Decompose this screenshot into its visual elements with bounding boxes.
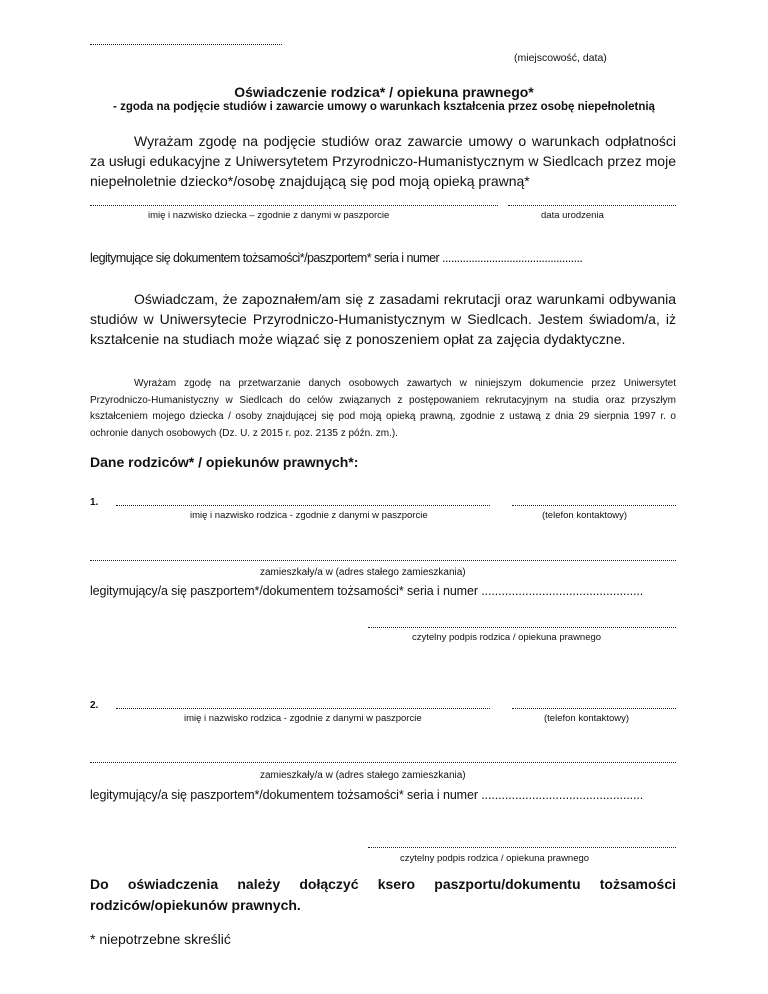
parent-name-caption: imię i nazwisko rodzica - zgodnie z danymi w paszporcie — [184, 713, 422, 724]
parent-name-caption: imię i nazwisko rodzica - zgodnie z danymi w paszporcie — [190, 510, 428, 521]
parent-phone-caption: (telefon kontaktowy) — [544, 713, 630, 724]
parent-document-line[interactable]: legitymujący/a się paszportem*/dokumentem tożsamości* seria i numer ................................................ — [90, 584, 644, 598]
parent-number: 2. — [90, 700, 99, 711]
parent-signature-caption: czytelny podpis rodzica / opiekuna prawnego — [400, 853, 590, 864]
parent-name-line[interactable] — [116, 505, 490, 506]
parent-phone-caption: (telefon kontaktowy) — [542, 510, 628, 521]
place-date-caption: (miejscowość, data) — [514, 52, 607, 64]
parent-signature-caption: czytelny podpis rodzica / opiekuna prawnego — [412, 632, 602, 643]
child-document-line[interactable]: legitymujące się dokumentem tożsamości*/paszportem* seria i numer ................................................ — [90, 251, 583, 265]
page-subtitle: - zgoda na podjęcie studiów i zawarcie umowy o warunkach kształcenia przez osobę niepełnoletnią — [113, 101, 655, 113]
parent-phone-line[interactable] — [512, 505, 676, 506]
parent-phone-line[interactable] — [512, 708, 676, 709]
parent-number: 1. — [90, 497, 99, 508]
attachment-note: Do oświadczenia należy dołączyć ksero paszportu/dokumentu tożsamości rodziców/opiekunów prawnych. — [90, 876, 676, 913]
parent-address-caption: zamieszkały/a w (adres stałego zamieszkania) — [260, 770, 466, 781]
parent-address-line[interactable] — [90, 560, 676, 561]
declaration-paragraph: Oświadczam, że zapoznałem/am się z zasadami rekrutacji oraz warunkami odbywania studiów w Uniwersytecie Przyrodniczo-Humanistycznym w Siedlcach. Jestem świadom/a, iż kształcenie na studiach może wiązać się z ponoszeniem opłat za zajęcia dydaktyczne. — [90, 291, 676, 347]
child-name-line[interactable] — [90, 205, 498, 206]
page-title: Oświadczenie rodzica* / opiekuna prawnego* — [234, 84, 534, 100]
footnote: * niepotrzebne skreślić — [90, 931, 231, 947]
child-name-caption: imię i nazwisko dziecka – zgodnie z danymi w paszporcie — [148, 210, 390, 221]
parent-signature-line[interactable] — [368, 847, 676, 848]
gdpr-paragraph: Wyrażam zgodę na przetwarzanie danych osobowych zawartych w niniejszym dokumencie przez Uniwersytet Przyrodniczo-Humanistyczny w Siedlcach do celów związanych z postępowaniem rekrutacyjnym na studia oraz przyszłym kształceniem mojego dziecka / osoby znajdującej się pod moją opieką prawną, zgodnie z ustawą z dnia 29 sierpnia 1997 r. o ochronie danych osobowych (Dz. U. z 2015 r. poz. 2135 z późn. zm.). — [90, 378, 676, 439]
parent-address-caption: zamieszkały/a w (adres stałego zamieszkania) — [260, 567, 466, 578]
parent-address-line[interactable] — [90, 762, 676, 763]
birth-date-caption: data urodzenia — [541, 210, 604, 221]
parents-heading: Dane rodziców* / opiekunów prawnych*: — [90, 454, 359, 470]
parent-signature-line[interactable] — [368, 627, 676, 628]
consent-paragraph: Wyrażam zgodę na podjęcie studiów oraz zawarcie umowy o warunkach odpłatności za usługi edukacyjne z Uniwersytetem Przyrodniczo-Humanistycznym w Siedlcach przez moje niepełnoletnie dziecko*/osobę znajdującą się pod moją opieką prawną* — [90, 133, 676, 189]
birth-date-line[interactable] — [508, 205, 676, 206]
parent-document-line[interactable]: legitymujący/a się paszportem*/dokumentem tożsamości* seria i numer ................................................ — [90, 788, 644, 802]
place-date-line[interactable] — [90, 44, 282, 45]
parent-name-line[interactable] — [116, 708, 490, 709]
